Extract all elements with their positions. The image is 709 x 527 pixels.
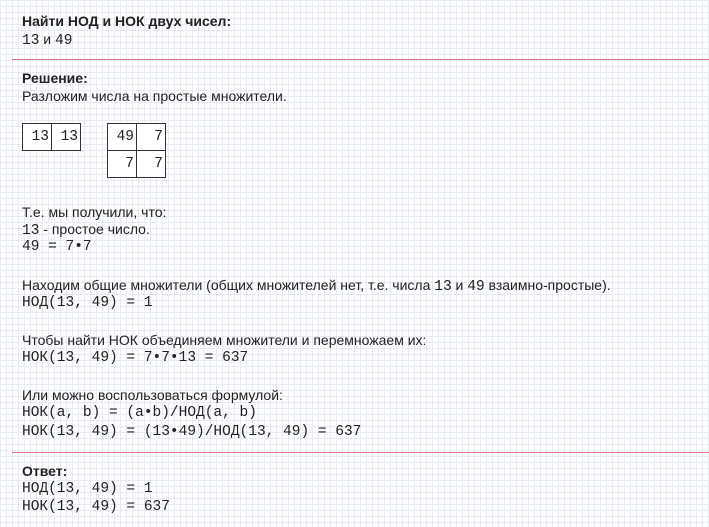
- factor-row: [108, 151, 166, 178]
- common-mid: и: [451, 277, 468, 293]
- number-b: 49: [55, 33, 73, 49]
- factor-row: [23, 124, 81, 151]
- formula-general: НОК(a, b) = (a•b)/НОД(a, b): [22, 405, 257, 421]
- gcd-line: НОД(13, 49) = 1: [22, 295, 153, 311]
- factor-table-13: [22, 123, 81, 151]
- common-b: 49: [467, 279, 485, 295]
- prime-number: 13: [22, 223, 40, 239]
- factor-table-49: [107, 123, 166, 178]
- prime-statement: [22, 221, 150, 240]
- answer-gcd: НОД(13, 49) = 1: [22, 481, 153, 497]
- number-a: 13: [22, 33, 40, 49]
- formula-applied: НОК(13, 49) = (13•49)/НОД(13, 49) = 637: [22, 424, 362, 440]
- factorization-line: 49 = 7•7: [22, 239, 92, 255]
- common-factors-line: [22, 277, 611, 296]
- page-title: Найти НОД и НОК двух чисел:: [22, 13, 232, 29]
- prime-text: - простое число.: [39, 221, 150, 237]
- factor-cell: 7: [137, 151, 166, 178]
- lcm-line: НОК(13, 49) = 7•7•13 = 637: [22, 350, 249, 366]
- solution-heading: Решение:: [22, 70, 88, 86]
- summary-intro: Т.е. мы получили, что:: [22, 204, 167, 220]
- conjunction: и: [39, 31, 56, 47]
- factor-cell: 13: [23, 124, 52, 151]
- answer-lcm: НОК(13, 49) = 637: [22, 499, 170, 515]
- answer-heading: Ответ:: [22, 463, 68, 479]
- factor-row: [108, 124, 166, 151]
- common-a: 13: [434, 279, 452, 295]
- divider-bottom: [12, 452, 709, 453]
- factor-cell: 13: [52, 124, 81, 151]
- common-pre: Находим общие множители (общих множителей нет, т.е. числа: [22, 277, 435, 293]
- factor-cell: 49: [108, 124, 137, 151]
- factor-cell: 7: [137, 124, 166, 151]
- divider-top: [12, 59, 709, 60]
- formula-intro: Или можно воспользоваться формулой:: [22, 387, 283, 403]
- solution-intro: Разложим числа на простые множители.: [22, 88, 287, 104]
- factor-cell: 7: [108, 151, 137, 178]
- common-post: взаимно-простые).: [484, 277, 611, 293]
- problem-numbers: [22, 31, 72, 50]
- lcm-intro: Чтобы найти НОК объединяем множители и перемножаем их:: [22, 332, 427, 348]
